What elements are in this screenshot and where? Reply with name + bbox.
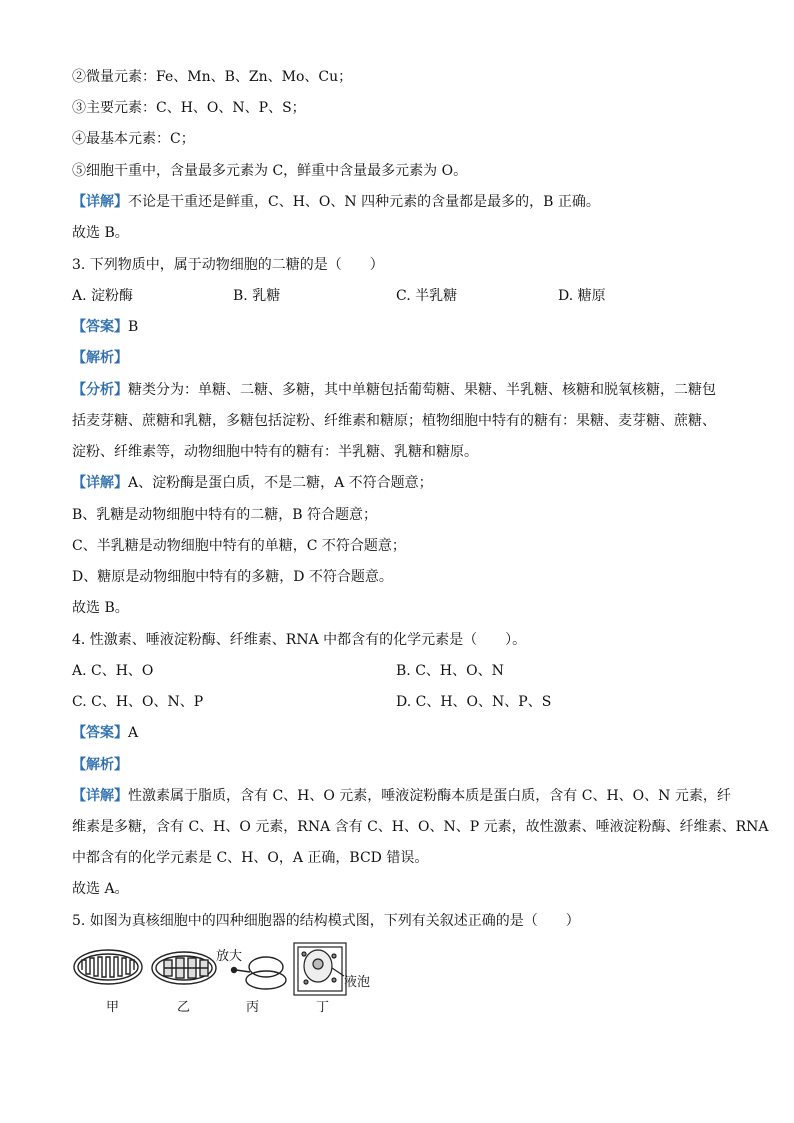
q4-detail-line-3: 中都含有的化学元素是 C、H、O，A 正确，BCD 错误。 bbox=[72, 850, 429, 866]
detail-tag: 【详解】 bbox=[72, 788, 128, 804]
fenxi-tag: 【分析】 bbox=[72, 382, 128, 398]
element-list-trace: ②微量元素：Fe、Mn、B、Zn、Mo、Cu； bbox=[72, 69, 353, 85]
q4-option-b: B. C、H、O、N bbox=[396, 663, 504, 679]
figure-label-ding: 丁 bbox=[316, 1000, 330, 1015]
q3-detail-line-1 bbox=[72, 474, 433, 492]
detail-text: 性激素属于脂质，含有 C、H、O 元素，唾液淀粉酶本质是蛋白质，含有 C、H、O、N 元素，纤 bbox=[128, 788, 731, 804]
q4-analysis-heading bbox=[72, 756, 128, 774]
analysis-tag: 【解析】 bbox=[72, 757, 128, 773]
magnify-label: 放大 bbox=[216, 949, 243, 964]
q4-option-c: C. C、H、O、N、P bbox=[72, 694, 204, 710]
detail-text: 不论是干重还是鲜重，C、H、O、N 四种元素的含量都是最多的，B 正确。 bbox=[128, 194, 600, 210]
q3-detail-line-2: B、乳糖是动物细胞中特有的二糖，B 符合题意； bbox=[72, 507, 378, 523]
q3-conclusion: 故选 B。 bbox=[72, 600, 129, 616]
q3-option-d: D. 糖原 bbox=[558, 288, 606, 304]
q3-option-c: C. 半乳糖 bbox=[396, 288, 458, 304]
answer-value: A bbox=[128, 725, 139, 741]
q4-option-a: A. C、H、O bbox=[72, 663, 154, 679]
q3-detail-line-4: D、糖原是动物细胞中特有的多糖，D 不符合题意。 bbox=[72, 569, 393, 585]
detail-tag: 【详解】 bbox=[72, 194, 128, 210]
answer-value: B bbox=[128, 319, 139, 335]
answer-tag: 【答案】 bbox=[72, 319, 128, 335]
answer-tag: 【答案】 bbox=[72, 725, 128, 741]
q4-detail-line-1 bbox=[72, 787, 731, 805]
conclusion-text: 故选 B。 bbox=[72, 225, 129, 241]
element-list-major: ③主要元素：C、H、O、N、P、S； bbox=[72, 100, 306, 116]
detail-tag: 【详解】 bbox=[72, 475, 128, 491]
q3-option-a: A. 淀粉酶 bbox=[72, 288, 134, 304]
q3-detail-line-3: C、半乳糖是动物细胞中特有的单糖，C 不符合题意； bbox=[72, 538, 406, 554]
q4-conclusion: 故选 A。 bbox=[72, 881, 129, 897]
q3-fenxi-line-3: 淀粉、纤维素等，动物细胞中特有的糖有：半乳糖、乳糖和糖原。 bbox=[72, 444, 478, 460]
q3-fenxi-line-1 bbox=[72, 381, 716, 399]
figure-label-bing: 丙 bbox=[246, 1000, 260, 1015]
q3-stem: 3. 下列物质中，属于动物细胞的二糖的是（ ） bbox=[72, 257, 384, 273]
q3-fenxi-line-2: 括麦芽糖、蔗糖和乳糖，多糖包括淀粉、纤维素和糖原；植物细胞中特有的糖有：果糖、麦芽糖、蔗糖、 bbox=[72, 413, 716, 429]
chloroplast-illustration bbox=[152, 952, 216, 984]
element-list-basic: ④最基本元素：C； bbox=[72, 131, 195, 147]
q5-stem: 5. 如图为真核细胞中的四种细胞器的结构模式图，下列有关叙述正确的是（ ） bbox=[72, 913, 580, 929]
plant-cell-illustration bbox=[294, 943, 346, 995]
mitochondrion-illustration bbox=[74, 950, 142, 984]
q3-answer bbox=[72, 318, 138, 336]
q3-option-b: B. 乳糖 bbox=[233, 288, 281, 304]
figure-label-jia: 甲 bbox=[106, 1000, 120, 1015]
q4-answer bbox=[72, 724, 138, 742]
analysis-tag: 【解析】 bbox=[72, 350, 128, 366]
q4-option-d: D. C、H、O、N、P、S bbox=[396, 694, 552, 710]
detail-paragraph bbox=[72, 193, 600, 211]
q4-detail-line-2: 维素是多糖，含有 C、H、O 元素，RNA 含有 C、H、O、N、P 元素，故性激素、唾液淀粉酶、纤维素、RNA bbox=[72, 819, 769, 835]
vacuole-label: 液泡 bbox=[344, 975, 371, 990]
q4-stem: 4. 性激素、唾液淀粉酶、纤维素、RNA 中都含有的化学元素是（ ）。 bbox=[72, 632, 527, 648]
q3-analysis-heading bbox=[72, 349, 128, 367]
element-list-content: ⑤细胞干重中，含量最多元素为 C，鲜重中含量最多元素为 O。 bbox=[72, 163, 468, 179]
fenxi-text: 糖类分为：单糖、二糖、多糖，其中单糖包括葡萄糖、果糖、半乳糖、核糖和脱氧核糖，二糖包 bbox=[128, 382, 716, 398]
detail-text: A、淀粉酶是蛋白质，不是二糖，A 不符合题意； bbox=[128, 475, 433, 491]
organelle-figure bbox=[72, 940, 392, 1020]
figure-label-yi: 乙 bbox=[177, 1000, 191, 1015]
